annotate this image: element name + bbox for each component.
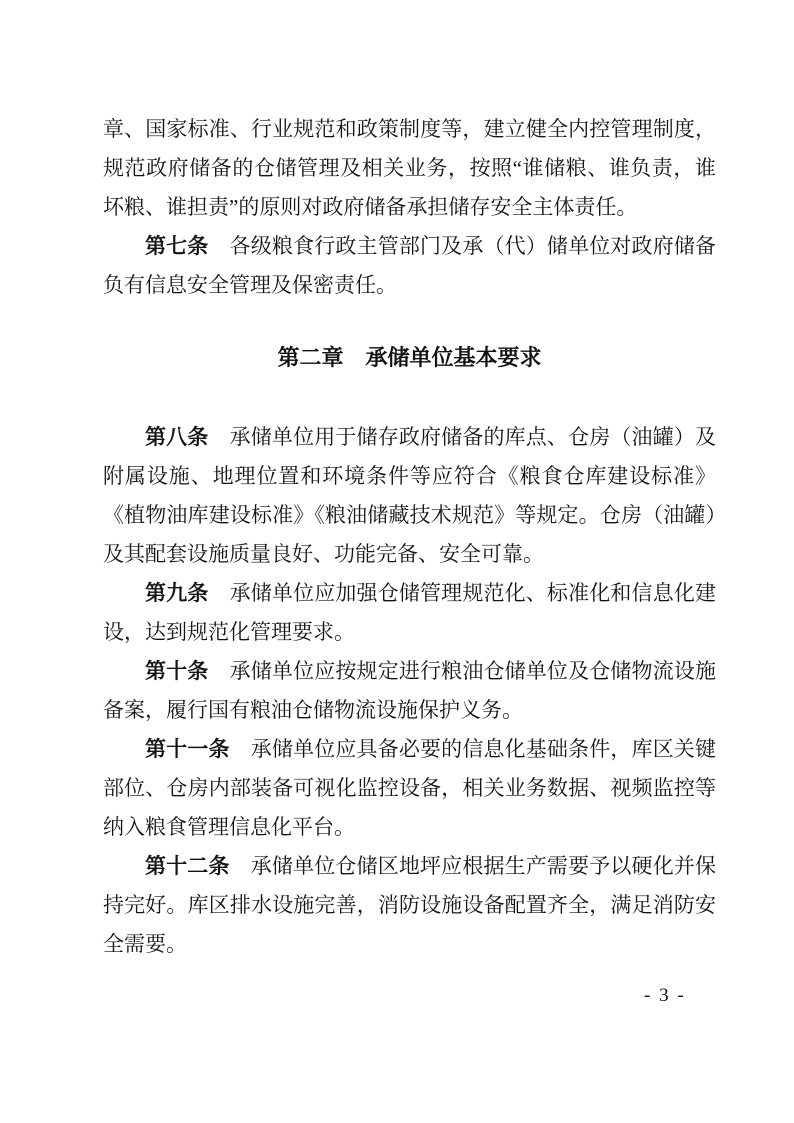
page-number: - 3 -: [644, 985, 686, 1006]
paragraph: [103, 730, 716, 847]
paragraph: [103, 574, 716, 652]
article-label: 第七条: [145, 235, 230, 258]
paragraph-text: 承储单位用于储存政府储备的库点、仓房（油罐）及附属设施、地理位置和环境条件等应符合《粮食仓库建设标准》《植物油库建设标准》《粮油储藏技术规范》等规定。仓房（油罐）及其配套设施质量良好、功能完备、安全可靠。: [103, 425, 717, 566]
paragraph-text: 章、国家标准、行业规范和政策制度等，建立健全内控管理制度，规范政府储备的仓储管理及相关业务，按照“谁储粮、谁负责，谁坏粮、谁担责”的原则对政府储备承担储存安全主体责任。: [103, 117, 716, 219]
document-body: [103, 110, 716, 964]
paragraph-text: 承储单位应具备必要的信息化基础条件，库区关键部位、仓房内部装备可视化监控设备，相关业务数据、视频监控等纳入粮食管理信息化平台。: [103, 737, 717, 839]
paragraph-text: 承储单位应按规定进行粮油仓储单位及仓储物流设施备案，履行国有粮油仓储物流设施保护义务。: [103, 659, 717, 722]
paragraph-text: 各级粮食行政主管部门及承（代）储单位对政府储备负有信息安全管理及保密责任。: [103, 234, 717, 297]
article-label: 第十条: [145, 660, 230, 683]
article-label: 第九条: [145, 582, 230, 605]
paragraph: [103, 652, 716, 730]
article-label: 第十二条: [145, 855, 251, 878]
article-label: 第十一条: [145, 738, 251, 761]
paragraph: [103, 110, 716, 227]
paragraph-text: 承储单位仓储区地坪应根据生产需要予以硬化并保持完好。库区排水设施完善，消防设施设备配置齐全，满足消防安全需要。: [103, 854, 717, 956]
paragraph-text: 承储单位应加强仓储管理规范化、标准化和信息化建设，达到规范化管理要求。: [103, 581, 717, 644]
article-label: 第八条: [145, 426, 230, 449]
chapter-heading: 第二章 承储单位基本要求: [277, 345, 542, 370]
paragraph: [103, 418, 716, 574]
paragraph: [103, 227, 716, 305]
paragraph: [103, 847, 716, 964]
